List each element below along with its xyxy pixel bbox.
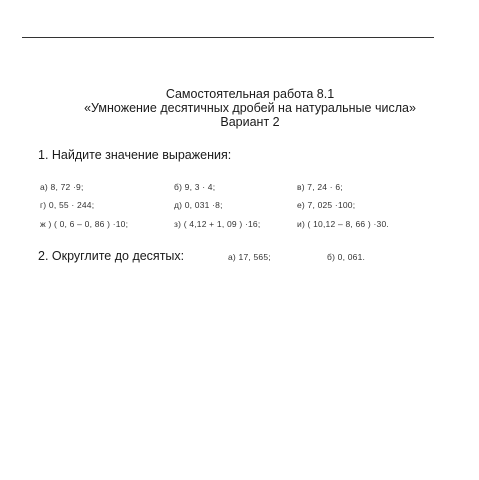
worksheet-variant: Вариант 2 bbox=[220, 115, 280, 129]
task1-item-a: а) 8, 72 ·9; bbox=[40, 182, 84, 192]
task1-item-v: в) 7, 24 · 6; bbox=[297, 182, 343, 192]
task2-item-b: б) 0, 061. bbox=[327, 252, 366, 262]
task2-title: 2. Округлите до десятых: bbox=[38, 249, 185, 263]
task1-item-i: и) ( 10,12 – 8, 66 ) ·30. bbox=[297, 219, 389, 229]
task1-item-e: е) 7, 025 ·100; bbox=[297, 200, 356, 210]
worksheet-title: Самостоятельная работа 8.1 bbox=[165, 87, 335, 101]
task1-item-b: б) 9, 3 · 4; bbox=[174, 182, 216, 192]
task1-item-zh: ж ) ( 0, 6 – 0, 86 ) ·10; bbox=[40, 219, 129, 229]
task1-item-g: г) 0, 55 · 244; bbox=[40, 200, 95, 210]
task1-item-d: д) 0, 031 ·8; bbox=[174, 200, 223, 210]
worksheet-topic: «Умножение десятичных дробей на натуральные числа» bbox=[84, 101, 416, 115]
task1-title: 1. Найдите значение выражения: bbox=[38, 148, 232, 162]
task2-item-a: а) 17, 565; bbox=[228, 252, 271, 262]
top-rule bbox=[22, 37, 434, 38]
task1-item-z: з) ( 4,12 + 1, 09 ) ·16; bbox=[174, 219, 261, 229]
